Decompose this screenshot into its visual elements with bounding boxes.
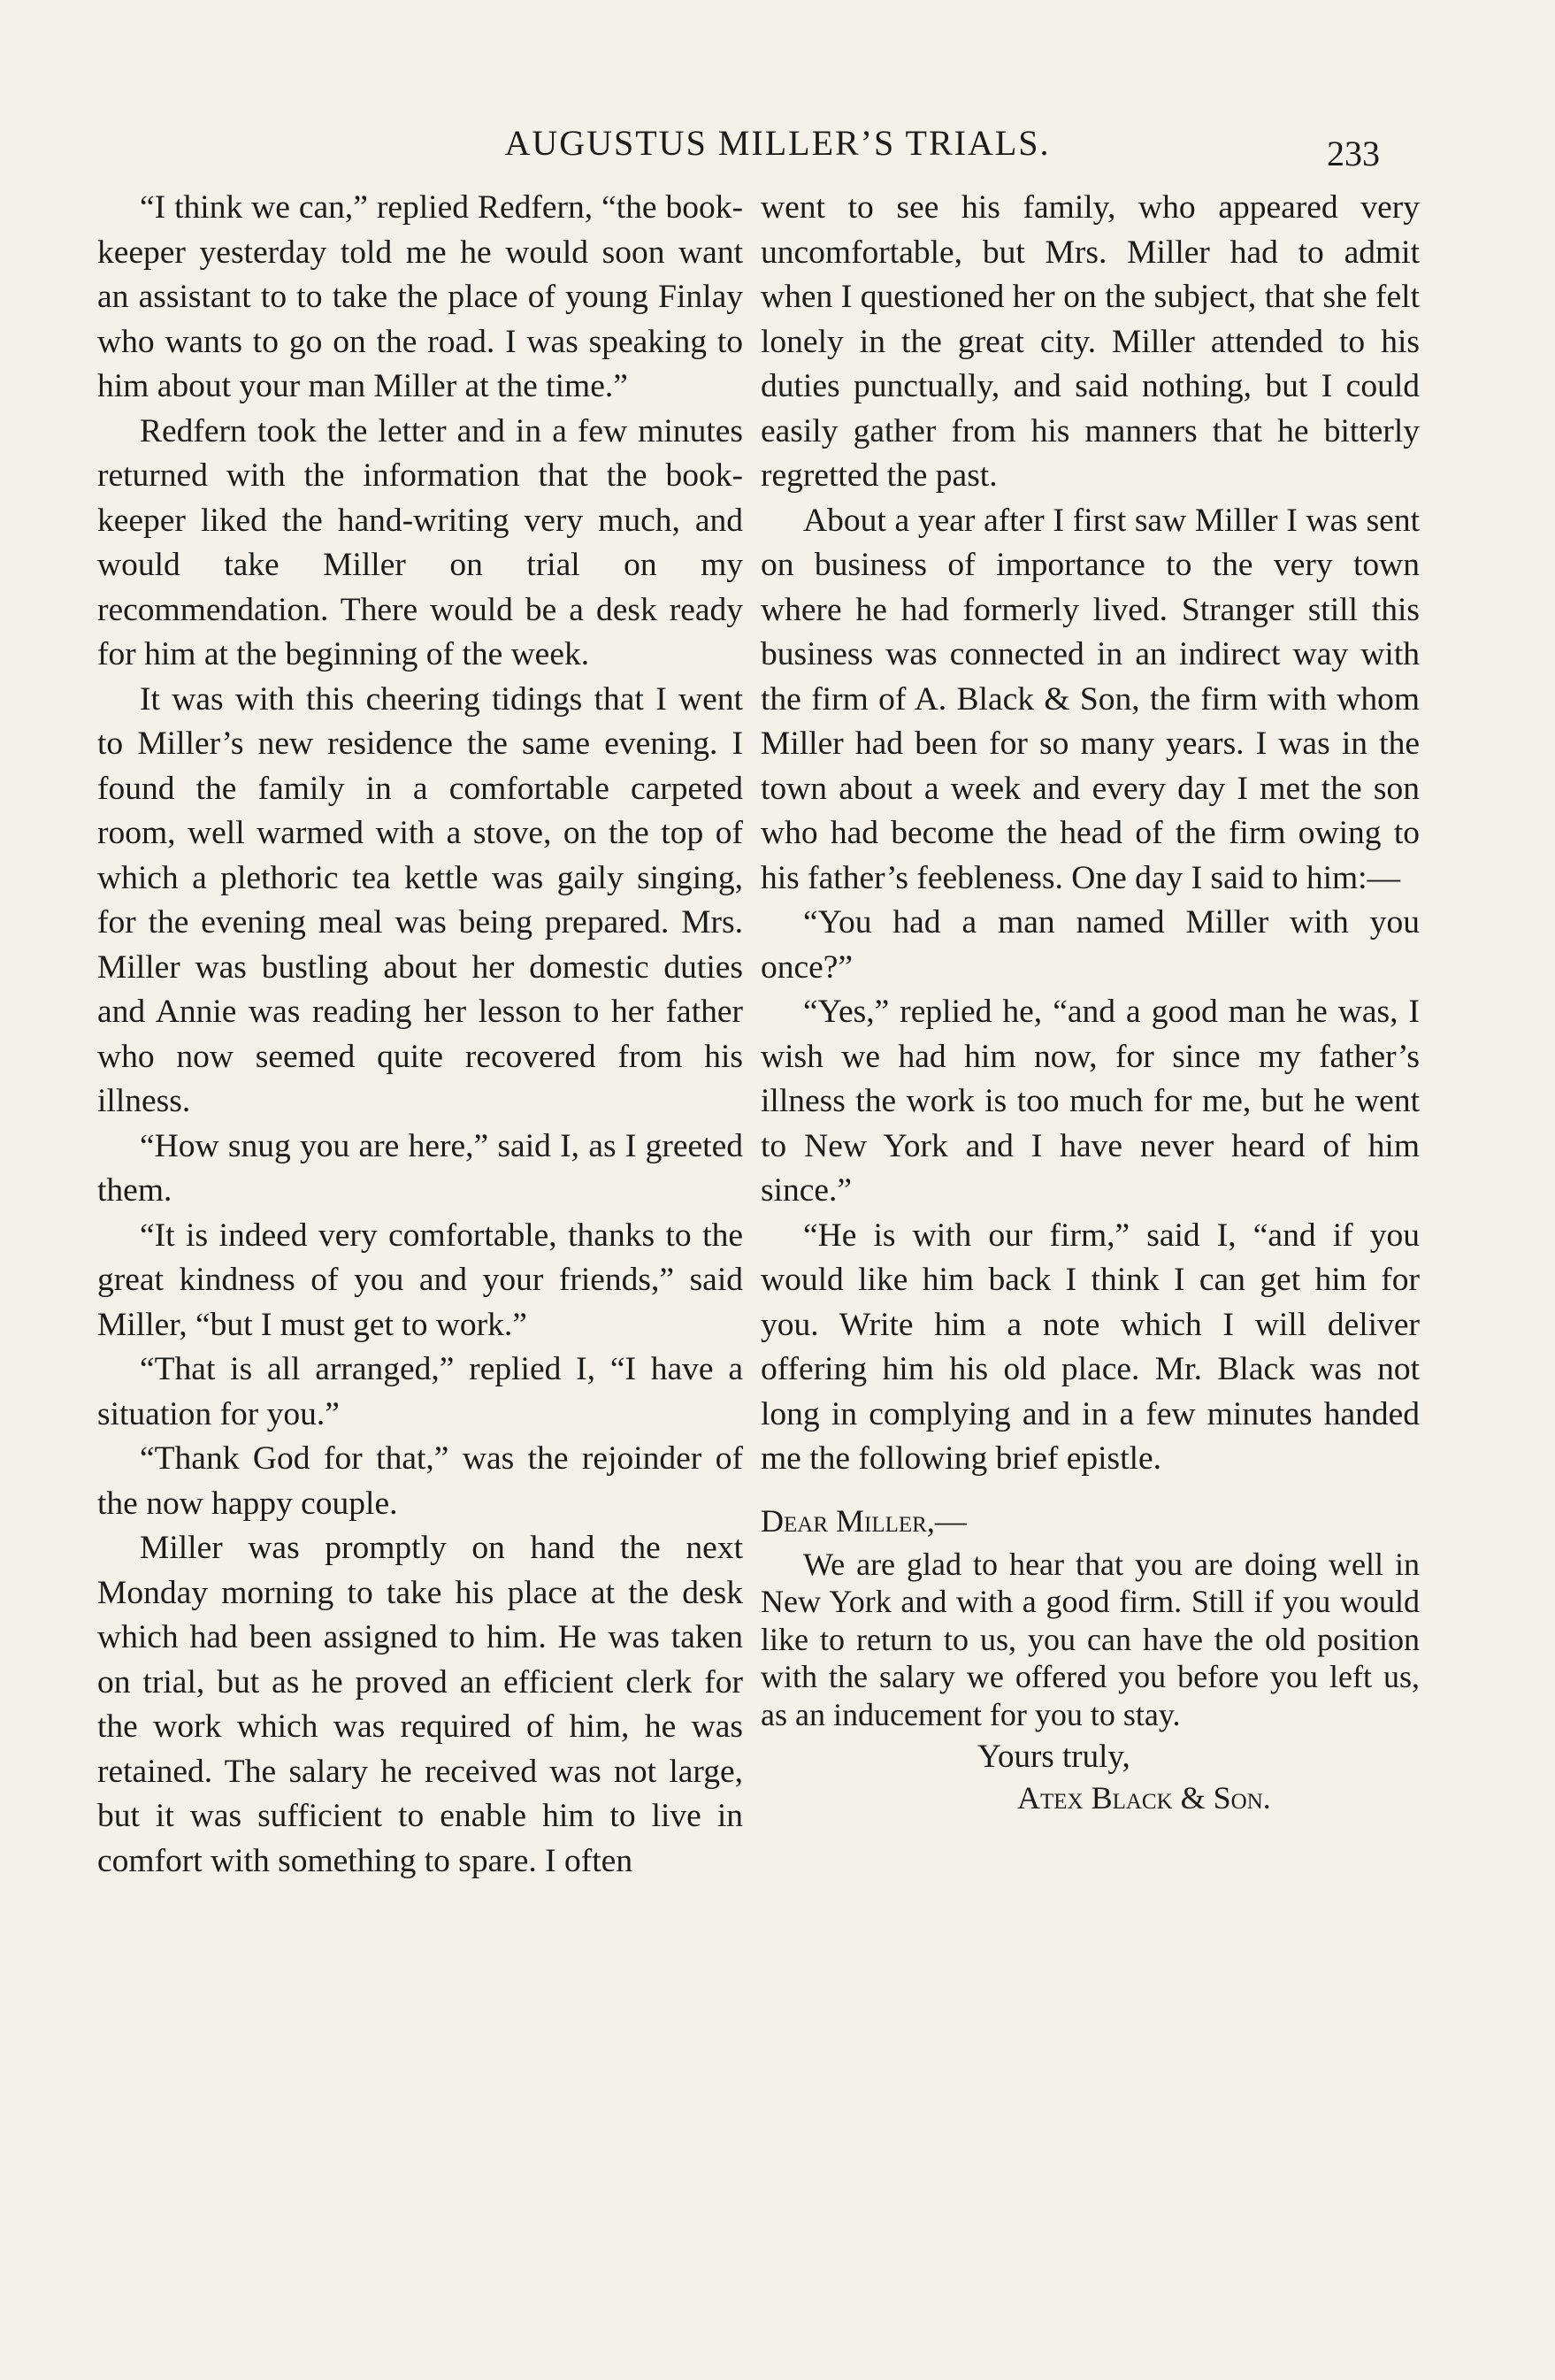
continued-paragraph: went to see his family, who appeared very uncomfortable, but Mrs. Miller had to admit when I questioned her on the subject, that she felt lonely in the great city. Miller attended to his duties punctually, and said nothing, but I could easily gather from his manners that he bitterly regretted the past.	[761, 189, 1420, 494]
left-column	[97, 186, 743, 1884]
paragraph: “You had a man named Miller with you once?”	[761, 904, 1420, 986]
paragraph: “How snug you are here,” said I, as I greeted them.	[97, 1127, 743, 1209]
paragraph: “Yes,” replied he, “and a good man he was, I wish we had him now, for since my father’s illness the work is too much for me, but he went to New York and I have never heard of him since.”	[761, 994, 1420, 1209]
paragraph: Miller was promptly on hand the next Monday morning to take his place at the desk which had been assigned to him. He was taken on trial, but as he proved an efficient clerk for the work which was required of him, he was retained. The salary he received was not large, but it was sufficient to enable him to live in comfort with something to spare. I often	[97, 1530, 743, 1879]
letter-signature: Atex Black & Son.	[1017, 1780, 1271, 1816]
letter-salutation: Dear Miller,—	[761, 1502, 967, 1539]
right-column	[761, 186, 1420, 1818]
paragraph: Redfern took the letter and in a few minutes returned with the information that the book-keeper liked the hand-writing very much, and would take Miller on trial on my recommendation. There would be a desk ready for him at the beginning of the week.	[97, 412, 743, 672]
letter-body: We are glad to hear that you are doing well in New York and with a good firm. Still if you would like to return to us, you can have the old position with the salary we offered you before you left us, as an inducement for you to stay.	[761, 1546, 1420, 1732]
running-title: AUGUSTUS MILLER’S TRIALS.	[504, 123, 1051, 163]
paragraph: “Thank God for that,” was the rejoinder of the now happy couple.	[97, 1440, 743, 1522]
paragraph: “He is with our firm,” said I, “and if you would like him back I think I can get him for you. Write him a note which I will deliver offering him his old place. Mr. Black was not long in complying and in a few minutes handed me the following brief epistle.	[761, 1217, 1420, 1477]
paragraph: About a year after I first saw Miller I was sent on business of importance to the very town where he had formerly lived. Stranger still this business was connected in an indirect way with the firm of A. Black & Son, the firm with whom Miller had been for so many years. I was in the town about a week and every day I met the son who had become the head of the firm owing to his father’s feebleness. One day I said to him:—	[761, 502, 1420, 896]
paragraph: “I think we can,” replied Redfern, “the book-keeper yesterday told me he would soon want an assistant to to take the place of young Finlay who wants to go on the road. I was speaking to him about your man Miller at the time.”	[97, 189, 743, 404]
paragraph: It was with this cheering tidings that I went to Miller’s new residence the same evening. I found the family in a comfortable carpeted room, well warmed with a stove, on the top of which a plethoric tea kettle was gaily singing, for the evening meal was being prepared. Mrs. Miller was bustling about her domestic duties and Annie was reading her lesson to her father who now seemed quite recovered from his illness.	[97, 680, 743, 1119]
paragraph: “It is indeed very comfortable, thanks to the great kindness of you and your friends,” said Miller, “but I must get to work.”	[97, 1217, 743, 1343]
page-number: 233	[1327, 134, 1380, 173]
letter-closing: Yours truly,	[977, 1739, 1130, 1775]
paragraph: “That is all arranged,” replied I, “I have a situation for you.”	[97, 1351, 743, 1432]
